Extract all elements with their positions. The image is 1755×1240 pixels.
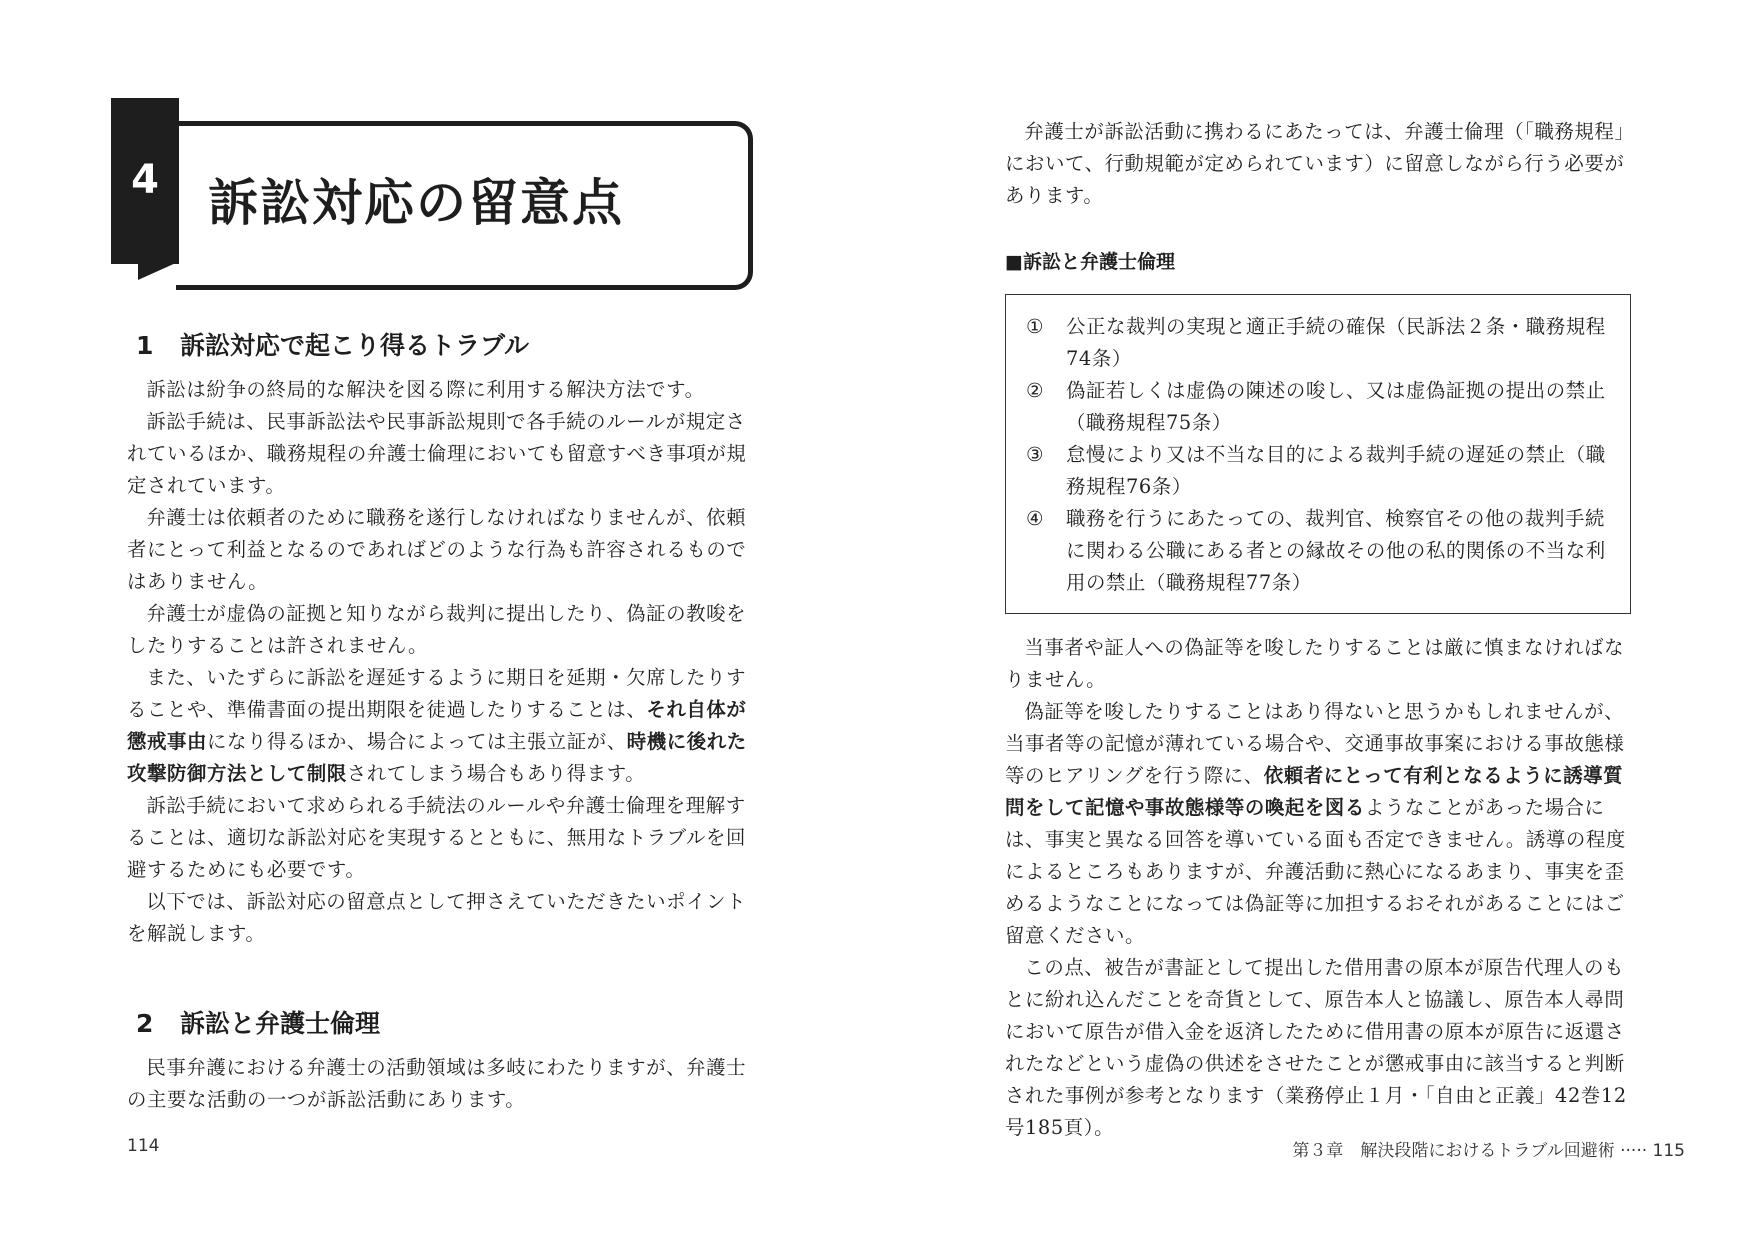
paragraph <box>1005 696 1635 952</box>
paragraph: 民事弁護における弁護士の活動領域は多岐にわたりますが、弁護士の主要な活動の一つが訴訟活動にあります。 <box>127 1056 747 1111</box>
rule-text: 公正な裁判の実現と適正手続の確保（民訴法２条・職務規程74条） <box>1066 315 1606 370</box>
subheading: ■訴訟と弁護士倫理 <box>1005 251 1175 273</box>
right-intro <box>1005 116 1635 212</box>
rule-item <box>1026 311 1612 375</box>
paragraph: この点、被告が書証として提出した借用書の原本が原告代理人のもとに紛れ込んだことを奇貨として、原告本人と協議し、原告本人尋問において原告が借入金を返済したために借用書の原本が原告に返還されたなどという虚偽の供述をさせたことが懲戒事由に該当すると判断された事例が参考となります（業務停止１月・「自由と正義」42巻12号185頁）。 <box>1005 956 1627 1139</box>
paragraph: 訴訟は紛争の終局的な解決を図る際に利用する解決方法です。 <box>146 378 705 401</box>
section-1-heading <box>136 328 529 364</box>
rule-item <box>1026 375 1612 439</box>
text-run: になり得るほか、場合によっては主張立証が、 <box>206 730 627 753</box>
paragraph: 弁護士が訴訟活動に携わるにあたっては、弁護士倫理（「職務規程」において、行動規範が定められています）に留意しながら行う必要があります。 <box>1005 120 1635 207</box>
rule-text: 偽証若しくは虚偽の陳述の唆し、又は虚偽証拠の提出の禁止（職務規程75条） <box>1066 379 1606 434</box>
section-1-number: 1 <box>136 331 154 360</box>
section-2-title: 訴訟と弁護士倫理 <box>180 1009 381 1038</box>
bold-text: 時機に後れた攻撃防御方法として制限 <box>127 730 747 785</box>
text-run: されてしまう場合もあり得ます。 <box>346 762 646 785</box>
paragraph: 訴訟手続は、民事訴訟法や民事訴訟規則で各手続のルールが規定されているほか、職務規程の弁護士倫理においても留意すべき事項が規定されています。 <box>127 410 747 497</box>
rule-marker: ② <box>1026 379 1044 402</box>
chapter-tab-fold <box>138 262 178 280</box>
rule-item <box>1026 439 1612 503</box>
rule-item <box>1026 503 1612 599</box>
paragraph: 以下では、訴訟対応の留意点として押さえていただきたいポイントを解説します。 <box>127 890 747 945</box>
page-number-left: 114 <box>127 1136 160 1156</box>
section-1-body <box>127 374 757 950</box>
rule-marker: ③ <box>1026 443 1044 466</box>
bold-text: それ自体が懲戒事由 <box>127 698 747 753</box>
rule-marker: ① <box>1026 315 1044 338</box>
right-body <box>1005 632 1635 1144</box>
left-page <box>0 0 877 1240</box>
section-2-body <box>127 1052 757 1116</box>
rule-text: 怠慢により又は不当な目的による裁判手続の遅延の禁止（職務規程76条） <box>1066 443 1606 498</box>
paragraph: 訴訟手続において求められる手続法のルールや弁護士倫理を理解することは、適切な訴訟対応を実現するとともに、無用なトラブルを回避するためにも必要です。 <box>127 794 746 881</box>
section-2-number: 2 <box>136 1009 154 1038</box>
paragraph: 弁護士が虚偽の証拠と知りながら裁判に提出したり、偽証の教唆をしたりすることは許されません。 <box>127 602 747 657</box>
chapter-number: 4 <box>131 157 159 203</box>
ethics-rules-box <box>1005 294 1631 614</box>
running-head: 第３章 解決段階におけるトラブル回避術 ····· 115 <box>1292 1141 1685 1161</box>
paragraph <box>127 662 757 790</box>
rule-text: 職務を行うにあたっての、裁判官、検察官その他の裁判手続に関わる公職にある者との縁故その他の私的関係の不当な利用の禁止（職務規程77条） <box>1066 507 1606 594</box>
text-run: ようなことがあった場合には、事実と異なる回答を導いている面も否定できません。誘導の程度によるところもありますが、弁護活動に熱心になるあまり、事実を歪めるようなことになっては偽証等に加担するおそれがあることにはご留意ください。 <box>1005 796 1626 947</box>
paragraph: 当事者や証人への偽証等を唆したりすることは厳に慎まなければなりません。 <box>1005 636 1625 691</box>
section-2-heading <box>136 1006 380 1042</box>
text-run: 偽証等を唆したりすることはあり得ないと思うかもしれませんが、当事者等の記憶が薄れている場合や、交通事故事案における事故態様等のヒアリングを行う際に、 <box>1005 700 1625 787</box>
chapter-title: 訴訟対応の留意点 <box>208 174 624 232</box>
bold-text: 依頼者にとって有利となるように誘導質問をして記憶や事故態様等の喚起を図る <box>1005 764 1624 819</box>
rule-marker: ④ <box>1026 507 1044 530</box>
text-run: また、いたずらに訴訟を遅延するように期日を延期・欠席したりすることや、準備書面の提出期限を徒過したりすることは、 <box>127 666 747 721</box>
paragraph: 弁護士は依頼者のために職務を遂行しなければなりませんが、依頼者にとって利益となるのであればどのような行為も許容されるものではありません。 <box>127 506 747 593</box>
section-1-title: 訴訟対応で起こり得るトラブル <box>180 331 530 360</box>
